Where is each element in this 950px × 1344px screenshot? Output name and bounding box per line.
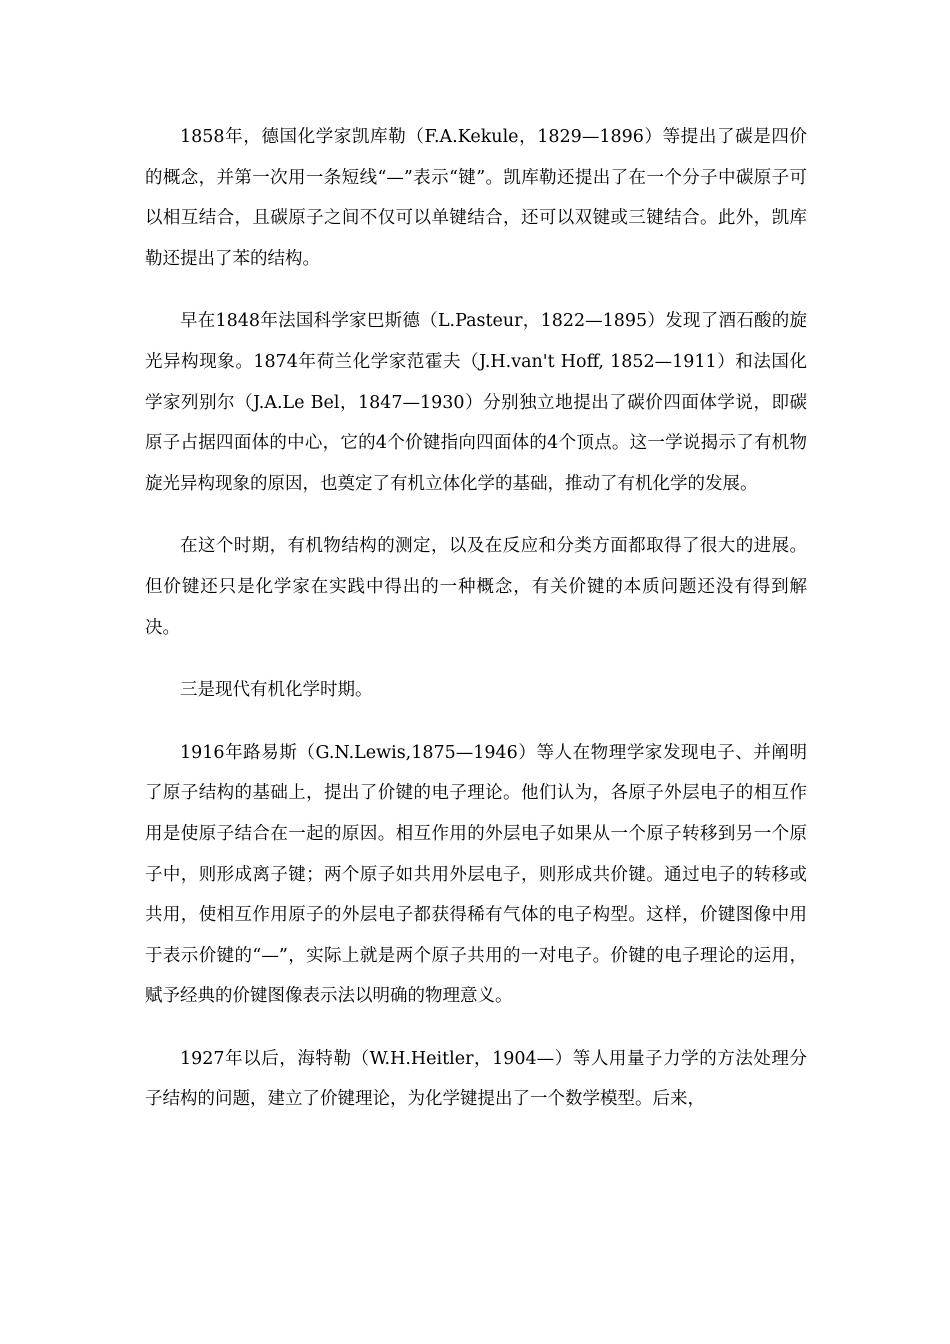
paragraph-pasteur-vant-hoff: 早在1848年法国科学家巴斯德（L.Pasteur，1822—1895）发现了酒石酸的旋光异构现象。1874年荷兰化学家范霍夫（J.H.van't Hoff, 1852—1911）和法国化学家列别尔（J.A.Le Bel，1847—1930）分别独立地提出了碳价四面体学说，即碳原子占据四面体的中心，它的4个价键指向四面体的4个顶点。这一学说揭示了有机物旋光异构现象的原因，也奠定了有机立体化学的基础，推动了有机化学的发展。 — [145, 311, 807, 494]
paragraph-kekule: 1858年，德国化学家凯库勒（F.A.Kekule，1829—1896）等提出了碳是四价的概念，并第一次用一条短线“—”表示“键”。凯库勒还提出了在一个分子中碳原子可以相互结合，且碳原子之间不仅可以单键结合，还可以双键或三键结合。此外，凯库勒还提出了苯的结构。 — [145, 127, 807, 269]
document-body — [145, 117, 807, 1120]
paragraph-lewis: 1916年路易斯（G.N.Lewis,1875—1946）等人在物理学家发现电子、并阐明了原子结构的基础上，提出了价键的电子理论。他们认为，各原子外层电子的相互作用是使原子结合在一起的原因。相互作用的外层电子如果从一个原子转移到另一个原子中，则形成离子键；两个原子如共用外层电子，则形成共价键。通过电子的转移或共用，使相互作用原子的外层电子都获得稀有气体的电子构型。这样，价键图像中用于表示价键的“—”，实际上就是两个原子共用的一对电子。价键的电子理论的运用，赋予经典的价键图像表示法以明确的物理意义。 — [145, 742, 807, 1007]
paragraph-modern-period: 三是现代有机化学时期。 — [180, 680, 373, 701]
paragraph-heitler: 1927年以后，海特勒（W.H.Heitler，1904—）等人用量子力学的方法处理分子结构的问题，建立了价键理论，为化学键提出了一个数学模型。后来， — [145, 1048, 807, 1110]
paragraph-structure-progress: 在这个时期，有机物结构的测定，以及在反应和分类方面都取得了很大的进展。但价键还只是化学家在实践中得出的一种概念，有关价键的本质问题还没有得到解决。 — [145, 536, 807, 638]
